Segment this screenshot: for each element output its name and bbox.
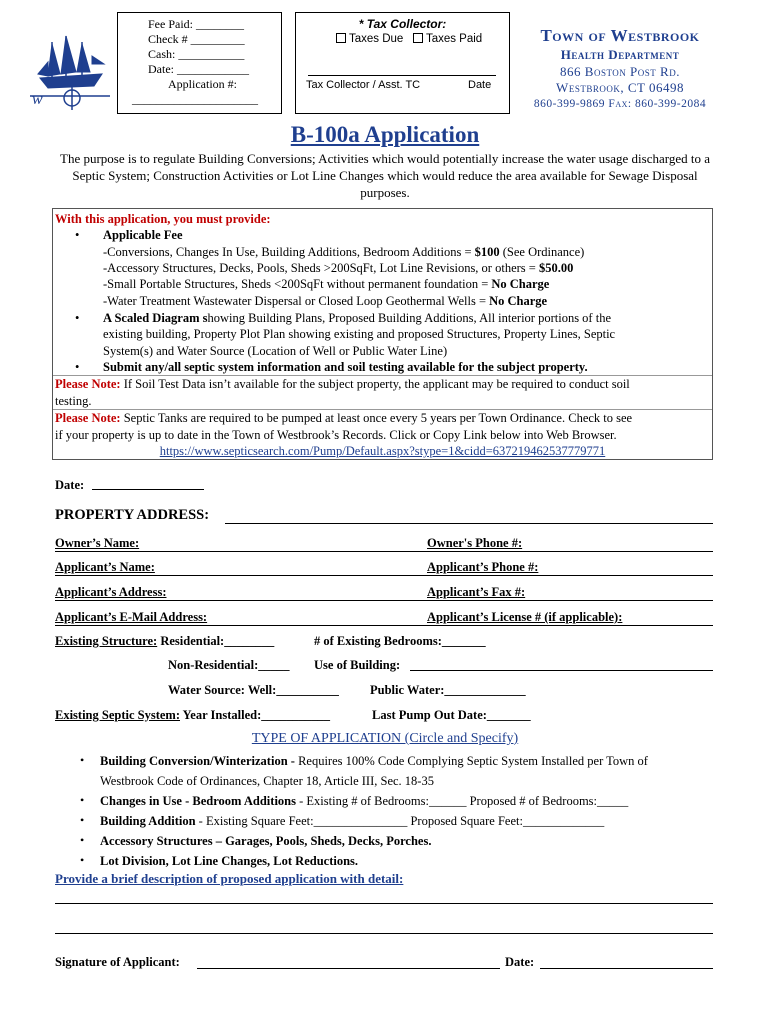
applicant-address-field[interactable] [55, 600, 713, 601]
taxes-paid-checkbox[interactable] [413, 33, 423, 43]
applicant-address-label: Applicant’s Address: [55, 585, 167, 599]
app-type-accessory[interactable]: Accessory Structures – Garages, Pools, Sheds, Decks, Porches. [100, 834, 432, 848]
tax-date-label: Date [468, 79, 492, 91]
tax-collector-title: * Tax Collector: [358, 17, 447, 31]
check-number-field[interactable]: Check # _________ [148, 32, 245, 46]
town-address-block [515, 26, 725, 112]
owner-phone-label: Owner's Phone #: [427, 536, 523, 550]
town-logo-icon [30, 34, 112, 110]
office-use-box [117, 12, 282, 114]
taxes-due-checkbox[interactable] [336, 33, 346, 43]
signature-field[interactable] [197, 968, 500, 969]
signature-date-field[interactable] [540, 968, 713, 969]
bullet-icon: • [80, 793, 85, 807]
svg-text:w: w [32, 91, 43, 108]
use-of-building-field[interactable] [410, 670, 713, 671]
description-line-1[interactable] [55, 903, 713, 904]
applicant-name-field[interactable] [55, 575, 713, 576]
app-type-lot-division[interactable]: Lot Division, Lot Line Changes, Lot Reductions. [100, 854, 359, 868]
app-type-building-addition[interactable]: Building Addition - Existing Square Feet:_______________ Proposed Square Feet:_____________ [100, 814, 605, 828]
existing-septic-row[interactable]: Existing Septic System: Year Installed:___________ [55, 708, 330, 722]
last-pump-date-field[interactable]: Last Pump Out Date:_______ [372, 708, 531, 722]
existing-structure-row[interactable]: Existing Structure: Residential:________ [55, 634, 275, 648]
bullet-icon: • [75, 311, 80, 325]
public-water-field[interactable]: Public Water:_____________ [370, 683, 526, 697]
septic-note-cont: if your property is up to date in the Town of Westbrook’s Records. Click or Copy Link below into Web Browser. [55, 428, 617, 442]
septic-search-link[interactable]: https://www.septicsearch.com/Pump/Default.aspx?stype=1&cidd=637219462537779771 [159, 444, 606, 458]
app-type-change-in-use[interactable]: Changes in Use - Bedroom Additions - Existing # of Bedrooms:______ Proposed # of Bedrooms:_____ [100, 794, 629, 808]
cash-field[interactable]: Cash: ___________ [148, 47, 245, 61]
applicant-phone-label: Applicant’s Phone #: [427, 560, 539, 574]
bullet-icon: • [75, 360, 80, 374]
submit-line: Submit any/all septic system information and soil testing available for the subject property. [103, 360, 588, 374]
date-field[interactable] [92, 489, 204, 490]
existing-bedrooms-field[interactable]: # of Existing Bedrooms:_______ [314, 634, 486, 648]
application-number-label: Application #: [168, 77, 237, 91]
applicant-fax-label: Applicant’s Fax #: [427, 585, 526, 599]
tax-signer-label: Tax Collector / Asst. TC [306, 79, 421, 91]
page-title: B-100a Application [290, 122, 480, 147]
bullet-icon: • [80, 853, 85, 867]
applicant-email-label: Applicant’s E-Mail Address: [55, 610, 208, 624]
office-date-field[interactable]: Date: ____________ [148, 62, 249, 76]
bullet-icon: • [80, 753, 85, 767]
septic-note: Please Note: Septic Tanks are required to be pumped at least once every 5 years per Town Ordinance. Check to see [55, 411, 633, 425]
purpose-text: The purpose is to regulate Building Conversions; Activities which would potentially increase the water usage discharged to a Septic System; Construction Activities or Lot Line Changes which would reduce the area available for Sewage Disposal purposes. [60, 151, 710, 200]
owner-name-field[interactable] [55, 551, 713, 552]
owner-name-label: Owner’s Name: [55, 536, 140, 550]
app-type-conversion-cont: Westbrook Code of Ordinances, Chapter 18, Article III, Sec. 18-35 [100, 774, 434, 788]
description-prompt: Provide a brief description of proposed application with detail: [55, 871, 404, 886]
app-type-conversion[interactable]: Building Conversion/Winterization - Requires 100% Code Complying Septic System Installed per Town of [100, 754, 648, 768]
soil-note-cont: testing. [55, 394, 92, 408]
use-of-building-label: Use of Building: [314, 658, 401, 672]
signature-date-label: Date: [505, 955, 535, 969]
bullet-icon: • [80, 813, 85, 827]
town-name: Town of Westbrook [540, 26, 700, 45]
property-address-label: PROPERTY ADDRESS: [55, 507, 210, 523]
tax-signature-line[interactable] [308, 75, 496, 76]
fee-line-3: -Small Portable Structures, Sheds <200SqFt without permanent foundation = No Charge [103, 277, 550, 291]
requirements-box [52, 208, 713, 460]
bullet-icon: • [80, 833, 85, 847]
taxes-paid-label: Taxes Paid [425, 33, 483, 45]
applicant-name-label: Applicant’s Name: [55, 560, 155, 574]
city-address: Westbrook, CT 06498 [556, 80, 684, 95]
fee-paid-field[interactable]: Fee Paid: ________ [148, 17, 244, 31]
diagram-line-2: existing building, Property Plot Plan showing existing and proposed Structures, Property Lines, Septic [103, 327, 616, 341]
bullet-icon: • [75, 228, 80, 242]
street-address: 866 Boston Post Rd. [560, 64, 680, 79]
tax-collector-box [295, 12, 510, 114]
non-residential-field[interactable]: Non-Residential:_____ [168, 658, 290, 672]
water-source-well-field[interactable]: Water Source: Well:__________ [168, 683, 339, 697]
applicant-license-label: Applicant’s License # (if applicable): [427, 610, 623, 624]
applicable-fee-title: Applicable Fee [103, 228, 183, 242]
diagram-line-1: A Scaled Diagram showing Building Plans, Proposed Building Additions, All interior portions of the [103, 311, 611, 325]
description-line-2[interactable] [55, 933, 713, 934]
date-label: Date: [55, 478, 85, 492]
applicant-email-field[interactable] [55, 625, 713, 626]
requirements-heading: With this application, you must provide: [55, 212, 271, 226]
phone-fax: 860-399-9869 Fax: 860-399-2084 [533, 98, 707, 110]
application-number-field[interactable]: _____________________ [132, 92, 258, 106]
diagram-line-3: System(s) and Water Source (Location of Well or Public Water Line) [103, 344, 448, 358]
taxes-due-label: Taxes Due [349, 33, 404, 45]
signature-label: Signature of Applicant: [55, 955, 180, 969]
fee-line-1: -Conversions, Changes In Use, Building Additions, Bedroom Additions = $100 (See Ordinance) [103, 245, 585, 259]
type-of-application-heading: TYPE OF APPLICATION (Circle and Specify) [251, 731, 519, 746]
property-address-field[interactable] [225, 523, 713, 524]
department-name: Health Department [560, 47, 680, 62]
fee-line-2: -Accessory Structures, Decks, Pools, Sheds >200SqFt, Lot Line Revisions, or others = $50.00 [103, 261, 574, 275]
soil-note: Please Note: If Soil Test Data isn’t available for the subject property, the applicant may be required to conduct soil [55, 377, 630, 391]
fee-line-4: -Water Treatment Wastewater Dispersal or Closed Loop Geothermal Wells = No Charge [103, 294, 548, 308]
